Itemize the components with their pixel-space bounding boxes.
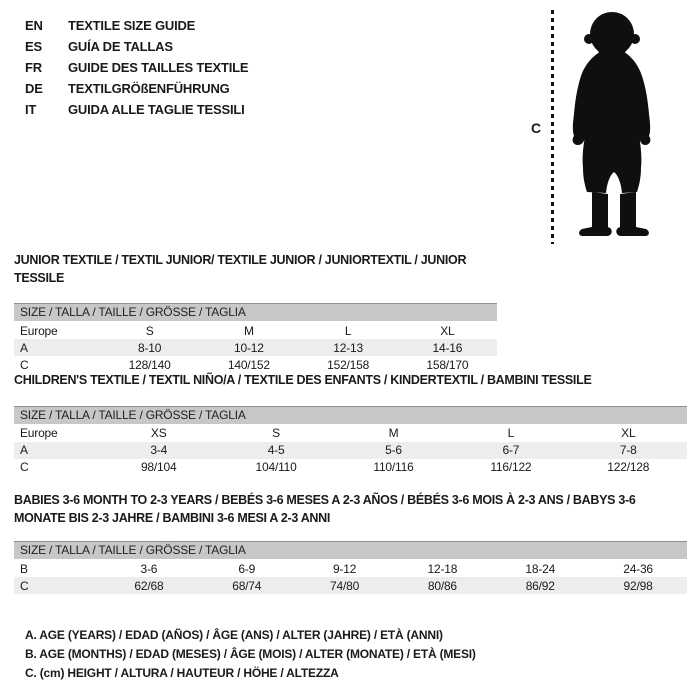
size-cell: 24-36 [623, 561, 653, 576]
table-row [14, 560, 687, 577]
childrens-textile-table-section [14, 372, 687, 476]
legend-notes [25, 626, 476, 683]
size-cell: 152/158 [327, 357, 370, 372]
measure-c-label: C [531, 120, 542, 136]
row-label: Europe [20, 323, 58, 338]
table-row [14, 322, 497, 339]
size-cell: 140/152 [227, 357, 270, 372]
size-cell: XL [621, 426, 636, 440]
size-cell: 3-6 [140, 561, 158, 576]
note-age-months: B. AGE (MONTHS) / EDAD (MESES) / ÂGE (MOIS) / ALTER (MONATE) / ETÀ (MESI) [25, 647, 476, 661]
lang-label: TEXTILE SIZE GUIDE [68, 18, 196, 33]
junior-textile-table-section [14, 252, 497, 373]
lang-row-de [25, 78, 248, 99]
table-row [14, 459, 687, 476]
table-title: JUNIOR TEXTILE / TEXTIL JUNIOR/ TEXTILE JUNIOR / JUNIORTEXTIL / JUNIOR TESSILE [14, 253, 467, 285]
baby-silhouette-icon [556, 6, 696, 246]
size-header-bar: SIZE / TALLA / TAILLE / GRÖSSE / TAGLIA [14, 406, 687, 424]
table-row [14, 356, 497, 373]
note-age-years: A. AGE (YEARS) / EDAD (AÑOS) / ÂGE (ANS) / ALTER (JAHRE) / ETÀ (ANNI) [25, 628, 443, 642]
lang-label: GUÍA DE TALLAS [68, 39, 173, 54]
size-cell: 68/74 [232, 578, 262, 593]
size-cell: 18-24 [525, 561, 556, 576]
lang-code: DE [25, 81, 43, 96]
lang-label: TEXTILGRÖßENFÜHRUNG [68, 81, 230, 96]
size-cell: 7-8 [619, 443, 637, 457]
row-label: C [20, 578, 29, 593]
size-cell: 5-6 [385, 443, 402, 457]
size-cell: 110/116 [373, 460, 414, 474]
size-cell: 158/170 [426, 357, 469, 372]
size-header-bar: SIZE / TALLA / TAILLE / GRÖSSE / TAGLIA [14, 303, 497, 321]
babies-size-table [14, 560, 687, 594]
junior-size-table [14, 322, 497, 373]
size-cell: 14-16 [432, 340, 463, 355]
size-cell: S [272, 426, 280, 440]
row-label: A [20, 340, 28, 355]
size-cell: 92/98 [623, 578, 653, 593]
childrens-size-table [14, 425, 687, 476]
size-cell: M [388, 426, 399, 440]
size-cell: 12-13 [333, 340, 363, 355]
size-cell: XL [440, 323, 455, 338]
lang-row-it [25, 99, 248, 120]
size-cell: M [243, 323, 254, 338]
row-label: A [20, 443, 28, 457]
size-cell: 128/140 [128, 357, 171, 372]
table-row [14, 577, 687, 594]
size-cell: L [344, 323, 352, 338]
language-title-list [25, 15, 248, 120]
table-row [14, 425, 687, 442]
size-cell: 122/128 [607, 460, 650, 474]
lang-label: GUIDE DES TAILLES TEXTILE [68, 60, 249, 75]
size-cell: S [145, 323, 154, 338]
size-cell: 80/86 [427, 578, 457, 593]
table-row [14, 339, 497, 356]
size-cell: 104/110 [255, 460, 297, 474]
lang-code: FR [25, 60, 42, 75]
size-cell: 62/68 [134, 578, 164, 593]
size-header-bar: SIZE / TALLA / TAILLE / GRÖSSE / TAGLIA [14, 541, 687, 559]
lang-code: ES [25, 39, 42, 54]
row-label: C [20, 460, 29, 474]
lang-code: IT [25, 102, 37, 117]
size-cell: XS [150, 426, 167, 440]
size-cell: 86/92 [525, 578, 555, 593]
size-cell: 6-7 [502, 443, 520, 457]
size-cell: 4-5 [267, 443, 285, 457]
lang-code: EN [25, 18, 43, 33]
size-cell: L [507, 426, 515, 440]
lang-row-es [25, 36, 248, 57]
babies-textile-table-section [14, 492, 687, 594]
row-label: C [20, 357, 29, 372]
size-cell: 8-10 [138, 340, 162, 355]
table-title: BABIES 3-6 MONTH TO 2-3 YEARS / BEBÉS 3-6 MESES A 2-3 AÑOS / BÉBÉS 3-6 MOIS À 2-3 ANS / BABYS 3-6 MONATE BIS 2-3 JAHRE / BAMBINI 3-6 MESI A 2-3 ANNI [14, 493, 636, 525]
row-label: Europe [20, 426, 58, 440]
lang-row-en [25, 15, 248, 36]
size-cell: 6-9 [238, 561, 256, 576]
row-label: B [20, 561, 28, 576]
size-cell: 74/80 [330, 578, 360, 593]
size-cell: 12-18 [427, 561, 458, 576]
height-measure-dotted-line [551, 10, 554, 244]
size-cell: 98/104 [140, 460, 177, 474]
table-title: CHILDREN'S TEXTILE / TEXTIL NIÑO/A / TEXTILE DES ENFANTS / KINDERTEXTIL / BAMBINI TESSILE [14, 373, 592, 387]
table-row [14, 442, 687, 459]
lang-label: GUIDA ALLE TAGLIE TESSILI [68, 102, 245, 117]
size-cell: 3-4 [150, 443, 168, 457]
lang-row-fr [25, 57, 248, 78]
note-height-cm: C. (cm) HEIGHT / ALTURA / HAUTEUR / HÖHE / ALTEZZA [25, 666, 339, 680]
size-cell: 9-12 [332, 561, 357, 576]
size-cell: 116/122 [490, 460, 532, 474]
size-cell: 10-12 [234, 340, 264, 355]
